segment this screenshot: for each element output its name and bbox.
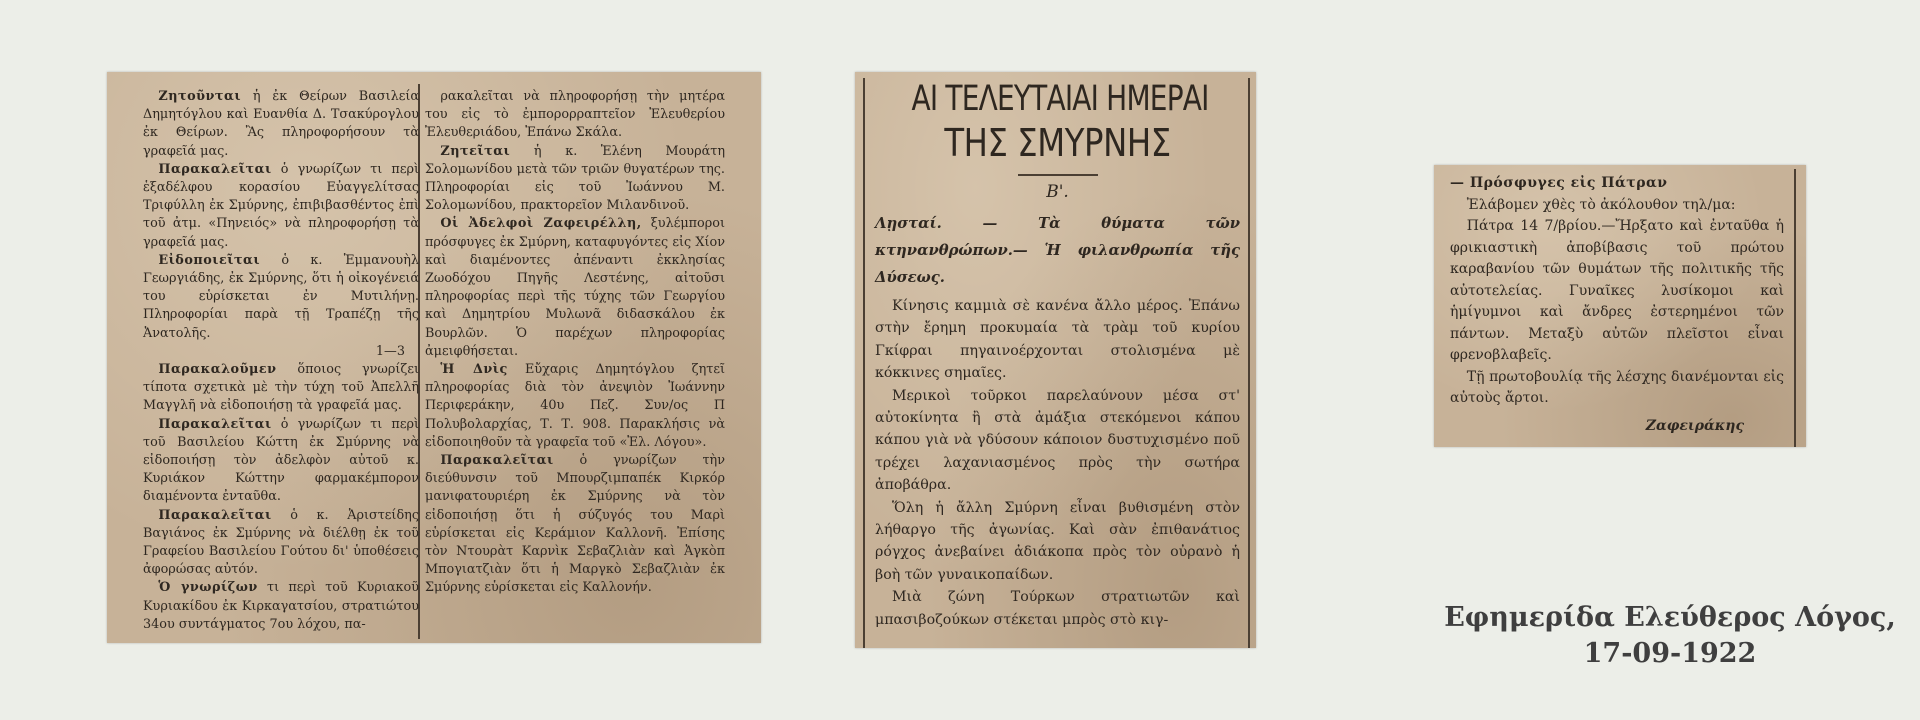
notice-text: ξυλέμποροι πρόσφυγες ἐκ Σμύρνη, καταφυγόντες εἰς Χίον καὶ διαμένοντες ἀπέναντι ἐκκλησίας Ζωοδόχου Πηγῆς Λεστένης, αἰτοῦσι πληροφορίας περὶ τῆς τύχης τῶν Γεωργίου καὶ Δημητρίου Μυλωνᾶ διδασκάλου ἐκ Βουρλῶν. Ὁ παρέχων πληροφορίας ἀμειφθήσεται.	[425, 216, 725, 359]
notice-lead-word: Παρακαλεῖται	[158, 416, 272, 432]
clipping-notices	[107, 72, 761, 643]
notice-paragraph	[143, 252, 419, 343]
notice-lead-word: Ἡ Δνὶς	[440, 362, 508, 378]
notice-paragraph	[425, 88, 725, 143]
notice-paragraph	[143, 88, 419, 161]
notice-lead-word: Οἱ Ἀδελφοὶ Ζαφειρέλλη,	[440, 216, 642, 232]
notice-paragraph	[143, 343, 419, 361]
notices-column-right	[425, 88, 725, 635]
notice-lead-word: Εἰδοποιεῖται	[158, 252, 261, 268]
clipping-refugees-patras	[1434, 165, 1806, 447]
notice-paragraph	[425, 215, 725, 361]
notice-lead-word: Παρακαλοῦμεν	[158, 362, 277, 378]
notice-lead-word: Ὁ γνωρίζων	[158, 580, 258, 596]
notice-text: ρακαλεῖται νὰ πληροφορήσῃ τὴν μητέρα του εἰς τὸ ἐμπορορραπτεῖον Ἐλευθερίου Ἐλευθεριάδου, Ἐπάνω Σκάλα.	[425, 89, 725, 141]
notice-text: ὅποιος γνωρίζει τίποτα σχετικὰ μὲ τὴν τύχη τοῦ Ἀπελλῆ Μαγγλῆ νὰ εἰδοποιήσῃ τὰ γραφεῖά μας.	[143, 362, 419, 414]
clipping-paragraph: Ἐλάβομεν χθὲς τὸ ἀκόλουθον τηλ/μα:	[1466, 196, 1736, 213]
article-title-line-2: ΤΗΣ ΣΜΥΡΝΗΣ	[944, 121, 1171, 165]
notice-text: ὁ γνωρίζων τι περὶ τοῦ Βασιλείου Κώττη ἐκ Σμύρνης νὰ εἰδοποιήσῃ τὸν ἀδελφὸν αὐτοῦ κ. Κυριάκον Κώττην φαρμακέμπορον διαμένοντα ἐνταῦθα.	[143, 416, 419, 505]
notice-text: ἡ ἐκ Θείρων Βασιλεία Δημητόγλου καὶ Ευανθία Δ. Τσακύρογλου ἐκ Θείρων. Ἂς πληροφορήσουν τὰ γραφεῖά μας.	[143, 89, 419, 159]
notice-lead-word: Παρακαλεῖται	[158, 507, 272, 523]
clipping-title: — Πρόσφυγες εἰς Πάτραν	[1450, 175, 1668, 191]
notice-text: ὁ κ. Ἀριστείδης Βαγιάνος ἐκ Σμύρνης νὰ διέλθῃ ἐκ τοῦ Γραφείου Βασιλείου Γούτου δι' ὑποθέσεις ἀφορώσας αὐτόν.	[143, 507, 419, 578]
right-border-rule	[1248, 78, 1250, 648]
article-part-number: Β'.	[1046, 182, 1069, 202]
notice-text: ἡ κ. Ἑλένη Μουράτη Σολομωνίδου μετὰ τῶν τριῶν θυγατέρων της. Πληροφορίαι εἰς τοῦ Ἰωάννου Μ. Σολομωνίδου, πρακτορεῖον Μιλανδινοῦ.	[425, 143, 725, 214]
notice-paragraph	[425, 361, 725, 452]
clipping-paragraph: Πάτρα 14 7/βρίου.—Ἤρξατο καὶ ἐνταῦθα ἡ φρικιαστικὴ ἀποβίβασις τοῦ πρώτου καραβανίου τῶν θυμάτων τῆς πολιτικῆς τῆς αὐτοτελείας. Γυναῖκες λυσίκομοι καὶ ἡμίγυμνοι καὶ ἄνδρες ἐστερημένοι τῶν πάντων. Μεταξὺ αὐτῶν πλεῖστοι εἶναι φρενοβλαβεῖς.	[1450, 218, 1784, 363]
clipping-paragraph: Τῇ πρωτοβουλίᾳ τῆς λέσχης διανέμονται εἰς αὐτοὺς ἄρτοι.	[1450, 368, 1784, 406]
notice-text: τι περὶ τοῦ Κυριακοῦ Κυριακίδου ἐκ Κιρκαγατσίου, στρατιώτου 34ου συντάγματος 7ου λόχου, πα-	[143, 580, 419, 632]
notices-column-left	[143, 88, 419, 635]
notice-paragraph	[425, 452, 725, 598]
article-title-line-1: ΑΙ ΤΕΛΕΥΤΑΙΑΙ ΗΜΕΡΑΙ	[911, 79, 1209, 119]
notice-paragraph	[143, 507, 419, 580]
notice-paragraph	[425, 143, 725, 216]
notice-text: ὁ γνωρίζων τὴν διεύθυνσιν τοῦ Μπουρζιμπαπέκ Κιρκόρ μανιφατουριέρη ἐκ Σμύρνης νὰ τὸν εἰδοποιήσῃ ὅτι ἡ σύζυγός του Μαρὶ εὑρίσκεται εἰς Κεράμιον Καλλονῆ. Ἐπίσης τὸν Ντουρὰτ Καρνὶκ Σεβαζλιὰν καὶ Ἀγκὸπ Μπογιατζιὰν ὅτι ἡ Μαργκὸ Σεβαζλιὰν ἐκ Σμύρνης εὑρίσκεται εἰς Καλλονήν.	[425, 453, 725, 596]
article-paragraph: Μερικοὶ τοῦρκοι παρελαύνουν μέσα στ' αὐτοκίνητα ἢ στὰ ἀμάξια στεκόμενοι κάπου κάπου γιὰ νὰ γδύσουν κάποιον δυστυχισμένο ποῦ τρέχει λαχανιασμένος πρὸς τὴν σωτήρα ἀποβάθρα.	[875, 387, 1240, 494]
notice-lead-word: Παρακαλεῖται	[158, 161, 272, 177]
right-border-rule	[1794, 169, 1796, 447]
notice-text: 1—3	[375, 343, 405, 359]
clipping-article-smyrna	[855, 72, 1256, 648]
notice-lead-word: Ζητοῦνται	[158, 89, 242, 104]
article-body	[875, 295, 1240, 631]
notice-text: Εὔχαρις Δημητόγλου ζητεῖ πληροφορίας διὰ τὸν ἀνεψιὸν Ἰωάννην Περιφεράκην, 40υ Πεζ. Συν/ος Π Πολυβολαρχίας, Τ. Τ. 908. Παρακλήσις νὰ εἰδοποιηθοῦν τὰ γραφεῖα τοῦ «Ἐλ. Λόγου».	[425, 362, 725, 450]
left-border-rule	[863, 78, 865, 648]
notice-lead-word: Παρακαλεῖται	[440, 453, 554, 469]
article-paragraph: Κίνησις καμμιὰ σὲ κανένα ἄλλο μέρος. Ἐπάνω στὴν ἔρημη προκυμαία τὰ τρὰμ τοῦ κυρίου Γκίφραι πηγαινοέρχονται στολισμένα μὲ κόκκινες σημαῖες.	[875, 298, 1240, 382]
caption-newspaper: Εφημερίδα Ελεύθερος Λόγος,	[1444, 602, 1896, 633]
title-divider	[1018, 174, 1098, 176]
caption-date: 17-09-1922	[1583, 638, 1757, 669]
notice-paragraph	[143, 161, 419, 252]
article-paragraph: Μιὰ ζώνη Τούρκων στρατιωτῶν καὶ μπασιβοζούκων στέκεται μπρὸς στὸ κιγ-	[875, 589, 1240, 628]
signature: Ζαφειράκης	[1645, 417, 1744, 434]
notice-text: ὁ γνωρίζων τι περὶ ἑξαδέλφου κορασίου Εὐαγγελίτσας Τριφύλλη ἐκ Σμύρνης, ἐπιβιβασθέντος ἐπὶ τοῦ ἀτμ. «Πηνειός» νὰ πληροφορήσῃ τὰ γραφεῖά μας.	[143, 161, 419, 250]
article-subheading: Λῃσταί. — Τὰ θύματα τῶν κτηνανθρώπων.— Ἡ φιλανθρωπία τῆς Δύσεως.	[875, 215, 1240, 286]
notice-paragraph	[143, 361, 419, 416]
notice-text: ὁ κ. Ἐμμανουὴλ Γεωργιάδης, ἐκ Σμύρνης, ὅτι ἡ οἰκογένειά του εὑρίσκεται ἐν Μυτιλήνῃ. Πληροφορίαι παρὰ τῇ Τραπέζῃ τῆς Ἀνατολῆς.	[143, 252, 419, 341]
notice-lead-word: Ζητεῖται	[440, 143, 511, 159]
notice-paragraph	[143, 416, 419, 507]
caption	[1420, 600, 1920, 672]
notice-paragraph	[143, 579, 419, 634]
article-paragraph: Ὅλη ἡ ἄλλη Σμύρνη εἶναι βυθισμένη στὸν λήθαργο τῆς ἀγωνίας. Καὶ σὰν ἐπιθανάτιος ρόγχος ἀνεβαίνει ἀδιάκοπα πρὸς τὸν οὐρανὸ ἡ βοὴ τῶν γυναικοπαίδων.	[875, 499, 1240, 583]
